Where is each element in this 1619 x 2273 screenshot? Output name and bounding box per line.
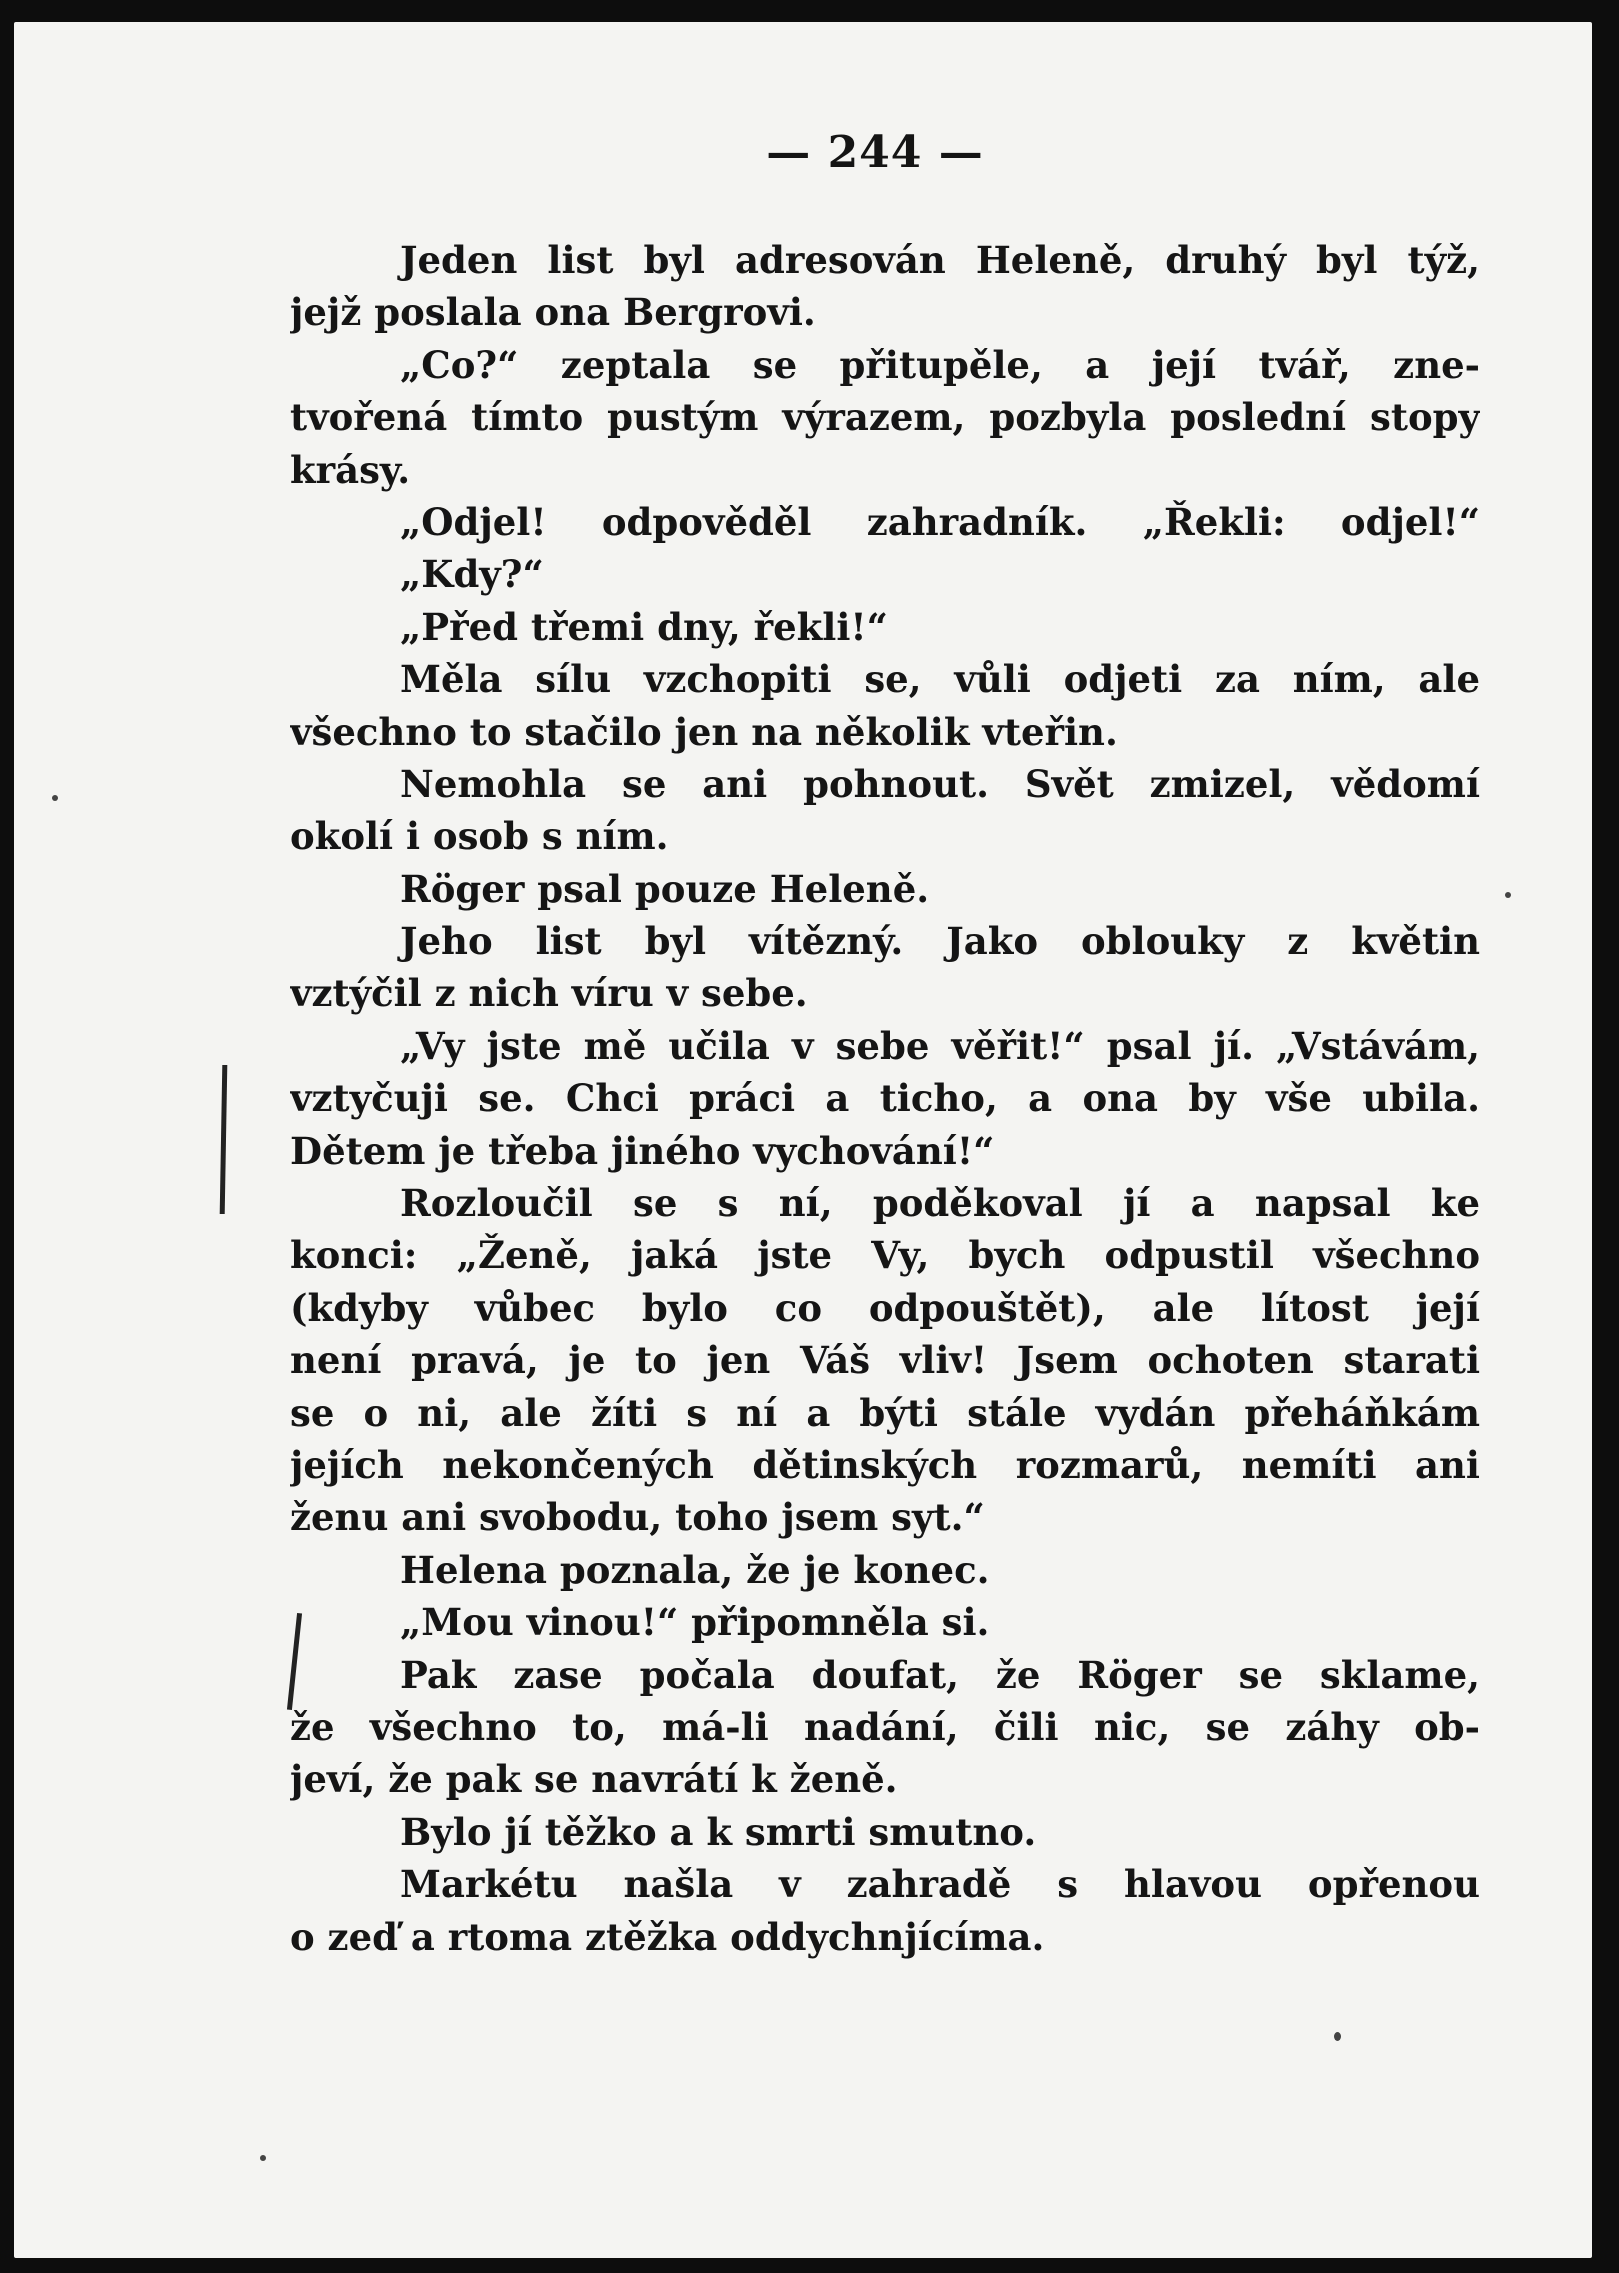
margin-mark-top: [220, 1065, 228, 1214]
text-line: (kdyby vůbec bylo co odpouštět), ale lítost její: [290, 1285, 1480, 1330]
text-line: ženu ani svobodu, toho jsem syt.“: [290, 1495, 985, 1540]
scan-speck: [1334, 2032, 1341, 2041]
text-line: „Vy jste mě učila v sebe věřit!“ psal jí. „Vstávám,: [400, 1023, 1480, 1068]
text-line: „Co?“ zeptala se přitupěle, a její tvář, zne-: [400, 342, 1480, 387]
text-line: Pak zase počala doufat, že Röger se sklame,: [400, 1652, 1480, 1697]
text-line: Rozloučil se s ní, poděkoval jí a napsal ke: [400, 1181, 1480, 1226]
text-line: konci: „Ženě, jaká jste Vy, bych odpustil všechno: [290, 1233, 1480, 1278]
text-line: tvořená tímto pustým výrazem, pozbyla poslední stopy: [290, 395, 1480, 440]
body-text: [290, 234, 1480, 1963]
text-line: jejž poslala ona Bergrovi.: [290, 290, 816, 335]
page-number: — 244 —: [766, 127, 984, 178]
text-line: Bylo jí těžko a k smrti smutno.: [400, 1809, 1037, 1854]
text-line: Dětem je třeba jiného vychování!“: [290, 1128, 995, 1173]
book-page: [14, 22, 1592, 2258]
text-line: „Kdy?“: [400, 552, 544, 597]
text-line: Jeho list byl vítězný. Jako oblouky z květin: [400, 919, 1480, 964]
text-line: jejích nekončených dětinských rozmarů, nemíti ani: [290, 1442, 1480, 1487]
text-line: Jeden list byl adresován Heleně, druhý byl týž,: [400, 238, 1480, 282]
text-line: se o ni, ale žíti s ní a býti stále vydán přeháňkám: [290, 1390, 1480, 1435]
text-line: Helena poznala, že je konec.: [400, 1547, 990, 1592]
text-line: Röger psal pouze Heleně.: [400, 866, 930, 911]
text-line: všechno to stačilo jen na několik vteřin.: [290, 709, 1118, 754]
text-line: Nemohla se ani pohnout. Svět zmizel, vědomí: [400, 761, 1480, 806]
text-line: jeví, že pak se navrátí k ženě.: [290, 1757, 898, 1802]
text-line: „Odjel! odpověděl zahradník. „Řekli: odjel!“: [400, 499, 1480, 544]
text-line: není pravá, je to jen Váš vliv! Jsem ochoten starati: [290, 1338, 1480, 1383]
scan-speck: [52, 795, 58, 801]
text-line: „Mou vinou!“ připomněla si.: [400, 1600, 990, 1645]
text-line: vztýčil z nich víru v sebe.: [290, 971, 808, 1016]
scan-speck: [1505, 892, 1511, 898]
text-line: že všechno to, má-li nadání, čili nic, se záhy ob-: [290, 1704, 1480, 1749]
text-line: Měla sílu vzchopiti se, vůli odjeti za ním, ale: [400, 657, 1480, 702]
scan-speck: [260, 2155, 266, 2161]
text-line: „Před třemi dny, řekli!“: [400, 604, 888, 649]
text-line: vztyčuji se. Chci práci a ticho, a ona by vše ubila.: [290, 1076, 1480, 1121]
text-line: okolí i osob s ním.: [290, 814, 669, 859]
text-line: Markétu našla v zahradě s hlavou opřenou: [400, 1862, 1480, 1907]
text-line: o zeď a rtoma ztěžka oddychnjícíma.: [290, 1914, 1045, 1959]
text-line: krásy.: [290, 447, 411, 492]
